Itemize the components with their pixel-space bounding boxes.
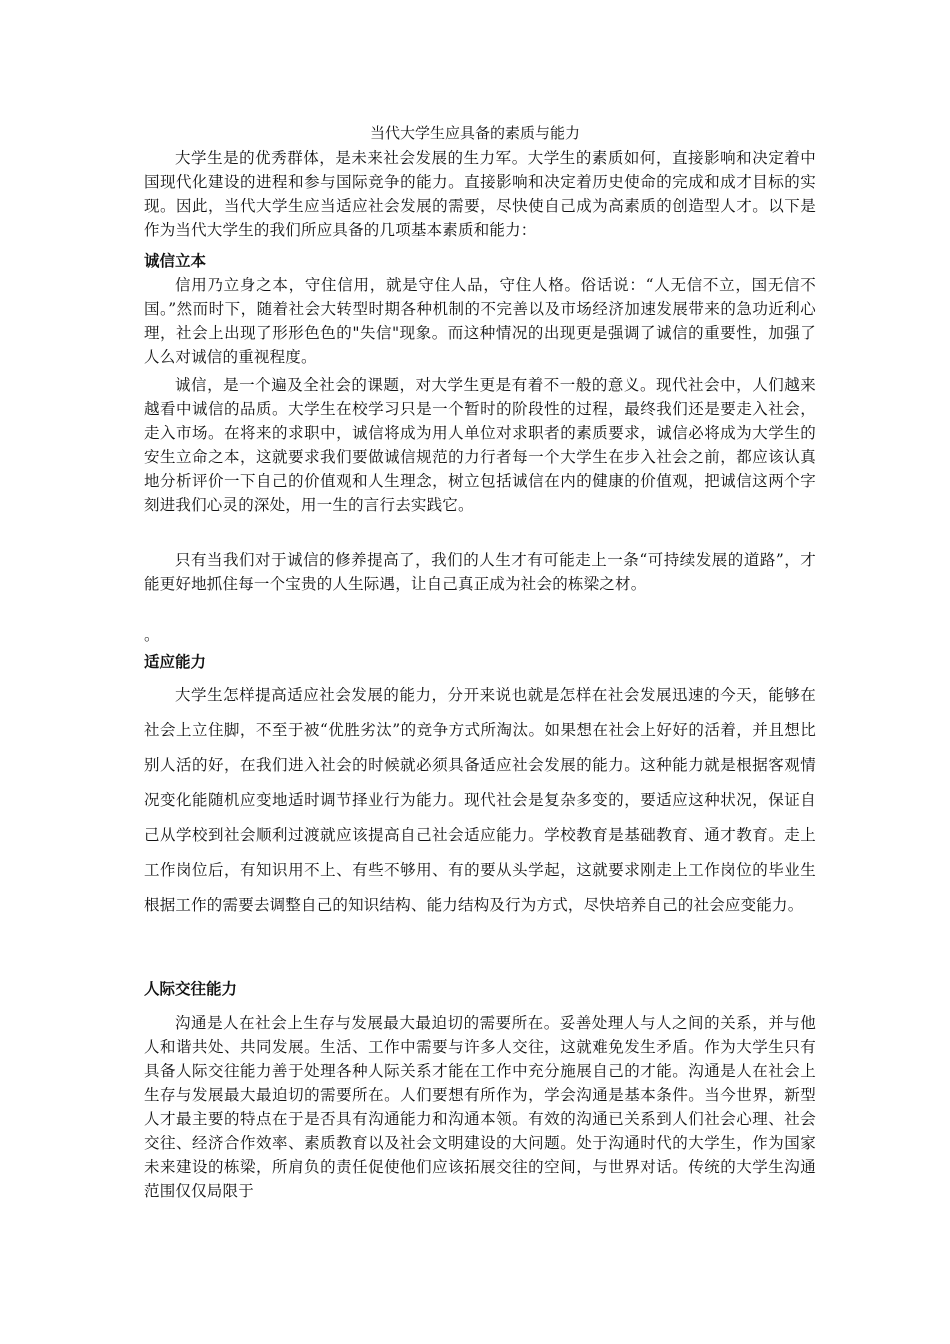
interpersonal-paragraph: 沟通是人在社会上生存与发展最大最迫切的需要所在。妥善处理人与人之间的关系，并与他人和谐共处、共同发展。生活、工作中需要与许多人交往，这就难免发生矛盾。作为大学生只有具备人际交往能力善于处理各种人际关系才能在工作中充分施展自己的才能。沟通是人在社会上生存与发展最大最迫切的需要所在。人们要想有所作为，学会沟通是基本条件。当今世界，新型人才最主要的特点在于是否具有沟通能力和沟通本领。有效的沟通已关系到人们社会心理、社会交往、经济合作效率、素质教育以及社会文明建设的大问题。处于沟通时代的大学生，作为国家未来建设的栋梁，所肩负的责任促使他们应该拓展交往的空间，与世界对话。传统的大学生沟通范围仅仅局限于 (144, 1014, 816, 1200)
integrity-paragraph-3: 只有当我们对于诚信的修养提高了，我们的人生才有可能走上一条“可持续发展的道路”，才能更好地抓住每一个宝贵的人生际遇，让自己真正成为社会的栋梁之材。 (144, 551, 816, 593)
document-title: 当代大学生应具备的素质与能力 (369, 124, 580, 142)
stray-period: 。 (144, 626, 160, 644)
section-heading-adaptability: 适应能力 (144, 653, 207, 671)
adaptability-paragraph: 大学生怎样提高适应社会发展的能力，分开来说也就是怎样在社会发展迅速的今天，能够在社会上立住脚，不至于被“优胜劣汰”的竞争方式所淘汰。如果想在社会上好好的活着，并且想比别人活的好，在我们进入社会的时候就必须具备适应社会发展的能力。这种能力就是根据客观情况变化能随机应变地适时调节择业行为能力。现代社会是复杂多变的，要适应这种状况，保证自己从学校到社会顺利过渡就应该提高自己社会适应能力。学校教育是基础教育、通才教育。走上工作岗位后，有知识用不上、有些不够用、有的要从头学起，这就要求刚走上工作岗位的毕业生根据工作的需要去调整自己的知识结构、能力结构及行为方式，尽快培养自己的社会应变能力。 (144, 686, 816, 914)
intro-paragraph: 大学生是的优秀群体，是未来社会发展的生力军。大学生的素质如何，直接影响和决定着中国现代化建设的进程和参与国际竞争的能力。直接影响和决定着历史使命的完成和成才目标的实现。因此，当代大学生应当适应社会发展的需要，尽快使自己成为高素质的创造型人才。以下是作为当代大学生的我们所应具备的几项基本素质和能力： (144, 149, 816, 239)
integrity-paragraph-2: 诚信，是一个遍及全社会的课题，对大学生更是有着不一般的意义。现代社会中，人们越来越看中诚信的品质。大学生在校学习只是一个暂时的阶段性的过程，最终我们还是要走入社会，走入市场。在将来的求职中，诚信将成为用人单位对求职者的素质要求，诚信必将成为大学生的安生立命之本，这就要求我们要做诚信规范的力行者每一个大学生在步入社会之前，都应该认真地分析评价一下自己的价值观和人生理念，树立包括诚信在内的健康的价值观，把诚信这两个字刻进我们心灵的深处，用一生的言行去实践它。 (144, 376, 816, 514)
section-heading-integrity: 诚信立本 (144, 252, 207, 270)
section-heading-interpersonal: 人际交往能力 (144, 980, 238, 998)
integrity-paragraph-1: 信用乃立身之本，守住信用，就是守住人品，守住人格。俗话说：“人无信不立，国无信不国。”然而时下，随着社会大转型时期各种机制的不完善以及市场经济加速发展带来的急功近利心理，社会上出现了形形色色的"失信"现象。而这种情况的出现更是强调了诚信的重要性，加强了人么对诚信的重视程度。 (144, 276, 816, 366)
